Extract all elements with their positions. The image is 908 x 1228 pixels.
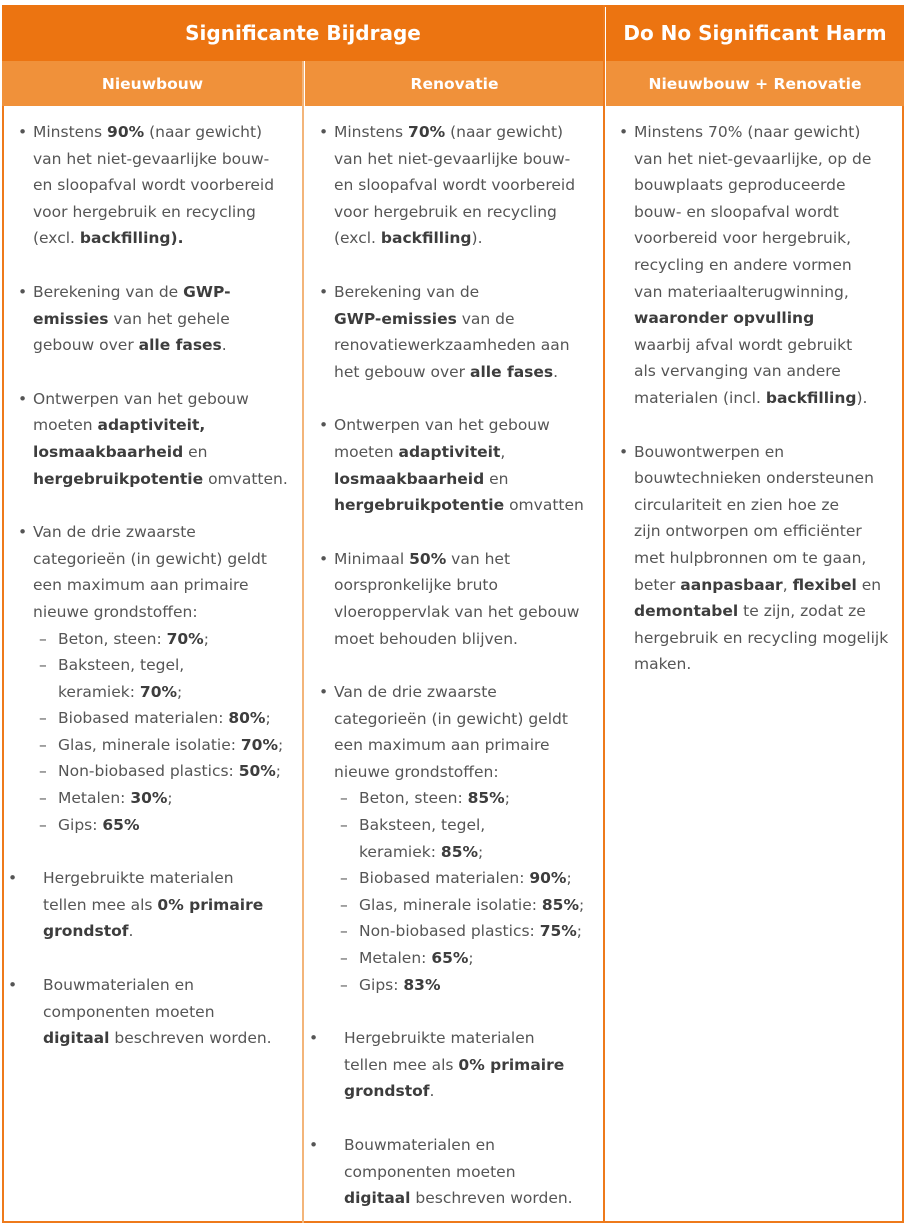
header-significante-bijdrage: Significante Bijdrage [2, 5, 604, 61]
sub-list-item: – Metalen: 65%; [359, 945, 596, 972]
dash-icon: – [39, 629, 47, 648]
bullet-icon: • [8, 976, 18, 995]
subheader-renovatie: Renovatie [305, 61, 604, 106]
list-item: • Bouwontwerpen en bouwtechnieken ondersteunen circulariteit en zien hoe ze zijn ontworpen om efficiënter met hulpbronnen om te gaan, beter aanpasbaar, flexibel en demontabel te zijn, zodat ze hergebruik en recycling mogelijk maken. [634, 439, 896, 678]
dash-icon: – [340, 789, 348, 808]
sub-list-item: – Glas, minerale isolatie: 85%; [359, 892, 596, 919]
bullet-icon: • [619, 442, 629, 461]
list-item: • Bouwmaterialen en componenten moeten digitaal beschreven worden. [33, 972, 295, 1052]
dash-icon: – [340, 949, 348, 968]
bullet-icon: • [8, 869, 18, 888]
list-item: • Hergebruikte materialen tellen mee als 0% primaire grondstof. [33, 865, 295, 945]
subheader-nieuwbouw-renovatie: Nieuwbouw + Renovatie [606, 61, 904, 106]
dash-icon: – [39, 815, 47, 834]
sub-list-item: – Non-biobased plastics: 50%; [58, 758, 295, 785]
dash-icon: – [39, 709, 47, 728]
list-item: • Bouwmaterialen en componenten moeten digitaal beschreven worden. [334, 1132, 596, 1212]
list-item: • Berekening van de GWP- emissies van het gehele gebouw over alle fases. [33, 279, 295, 359]
sub-list-item: – Baksteen, tegel, keramiek: 70%; [58, 652, 295, 705]
sub-list-item: – Beton, steen: 70%; [58, 626, 295, 653]
dash-icon: – [340, 922, 348, 941]
sub-list-item: – Gips: 83% [359, 972, 596, 999]
sub-list-item: – Glas, minerale isolatie: 70%; [58, 732, 295, 759]
sub-list-item: – Gips: 65% [58, 812, 295, 839]
dash-icon: – [39, 735, 47, 754]
bullet-icon: • [309, 1136, 319, 1154]
list-item: • Hergebruikte materialen tellen mee als 0% primaire grondstof. [334, 1025, 596, 1105]
list-item: • Ontwerpen van het gebouw moeten adaptiviteit, losmaakbaarheid en hergebruikpotentie omvatten [334, 412, 596, 518]
sub-list-item: – Beton, steen: 85%; [359, 785, 596, 812]
bullet-icon: • [309, 1029, 319, 1048]
sub-list-item: – Baksteen, tegel, keramiek: 85%; [359, 812, 596, 865]
column-nieuwbouw [8, 119, 295, 1052]
bullet-icon: • [18, 523, 28, 542]
dash-icon: – [39, 656, 47, 675]
list-item: • Minstens 90% (naar gewicht) van het niet-gevaarlijke bouw- en sloopafval wordt voorbereid voor hergebruik en recycling (excl. backfilling). [33, 119, 295, 252]
bullet-icon: • [18, 389, 28, 408]
column-nieuwbouw-renovatie [619, 119, 896, 678]
list-item: • Berekening van de GWP-emissies van de renovatiewerkzaamheden aan het gebouw over alle fases. [334, 279, 596, 385]
list-item: • Van de drie zwaarste categorieën (in gewicht) geldt een maximum aan primaire nieuwe grondstoffen: – Beton, steen: 85%; – Baksteen, tegel, keramiek: 85%; – Biobased materialen: 90%; – Glas, minerale isolatie: 85%; – Non-biobased plastics: 75%; – Metalen: 65%; – Gips: 83% [334, 679, 596, 998]
column-divider-main [603, 5, 605, 1223]
column-renovatie [309, 119, 596, 1212]
list-item: • Minstens 70% (naar gewicht) van het niet-gevaarlijke, op de bouwplaats geproduceerde bouw- en sloopafval wordt voorbereid voor hergebruik, recycling en andere vormen van materiaalterugwinning, waaronder opvulling waarbij afval wordt gebruikt als vervanging van andere materialen (incl. backfilling). [634, 119, 896, 412]
header-dnsh: Do No Significant Harm [606, 5, 904, 61]
bullet-icon: • [319, 683, 329, 702]
bullet-icon: • [319, 282, 329, 301]
list-item: • Van de drie zwaarste categorieën (in gewicht) geldt een maximum aan primaire nieuwe grondstoffen: – Beton, steen: 70%; – Baksteen, tegel, keramiek: 70%; – Biobased materialen: 80%; – Glas, minerale isolatie: 70%; – Non-biobased plastics: 50%; – Metalen: 30%; – Gips: 65% [33, 519, 295, 838]
dash-icon: – [340, 816, 348, 835]
list-item: • Minstens 70% (naar gewicht) van het niet-gevaarlijke bouw- en sloopafval wordt voorbereid voor hergebruik en recycling (excl. backfilling). [334, 119, 596, 252]
list-item: • Ontwerpen van het gebouw moeten adaptiviteit, losmaakbaarheid en hergebruikpotentie omvatten. [33, 386, 295, 492]
sub-list-item: – Metalen: 30%; [58, 785, 295, 812]
column-divider-sub [302, 61, 304, 1223]
dash-icon: – [39, 789, 47, 808]
sub-list-item: – Non-biobased plastics: 75%; [359, 918, 596, 945]
bullet-icon: • [319, 416, 329, 435]
list-item: • Minimaal 50% van het oorspronkelijke bruto vloeroppervlak van het gebouw moet behouden blijven. [334, 546, 596, 652]
sub-list-item: – Biobased materialen: 90%; [359, 865, 596, 892]
dash-icon: – [340, 869, 348, 888]
bullet-icon: • [319, 549, 329, 568]
sub-list-item: – Biobased materialen: 80%; [58, 705, 295, 732]
bullet-icon: • [18, 123, 28, 141]
dash-icon: – [39, 762, 47, 781]
bullet-icon: • [319, 123, 329, 141]
bullet-icon: • [619, 123, 629, 141]
subheader-nieuwbouw: Nieuwbouw [2, 61, 303, 106]
bullet-icon: • [18, 282, 28, 301]
dash-icon: – [340, 975, 348, 994]
dash-icon: – [340, 895, 348, 914]
